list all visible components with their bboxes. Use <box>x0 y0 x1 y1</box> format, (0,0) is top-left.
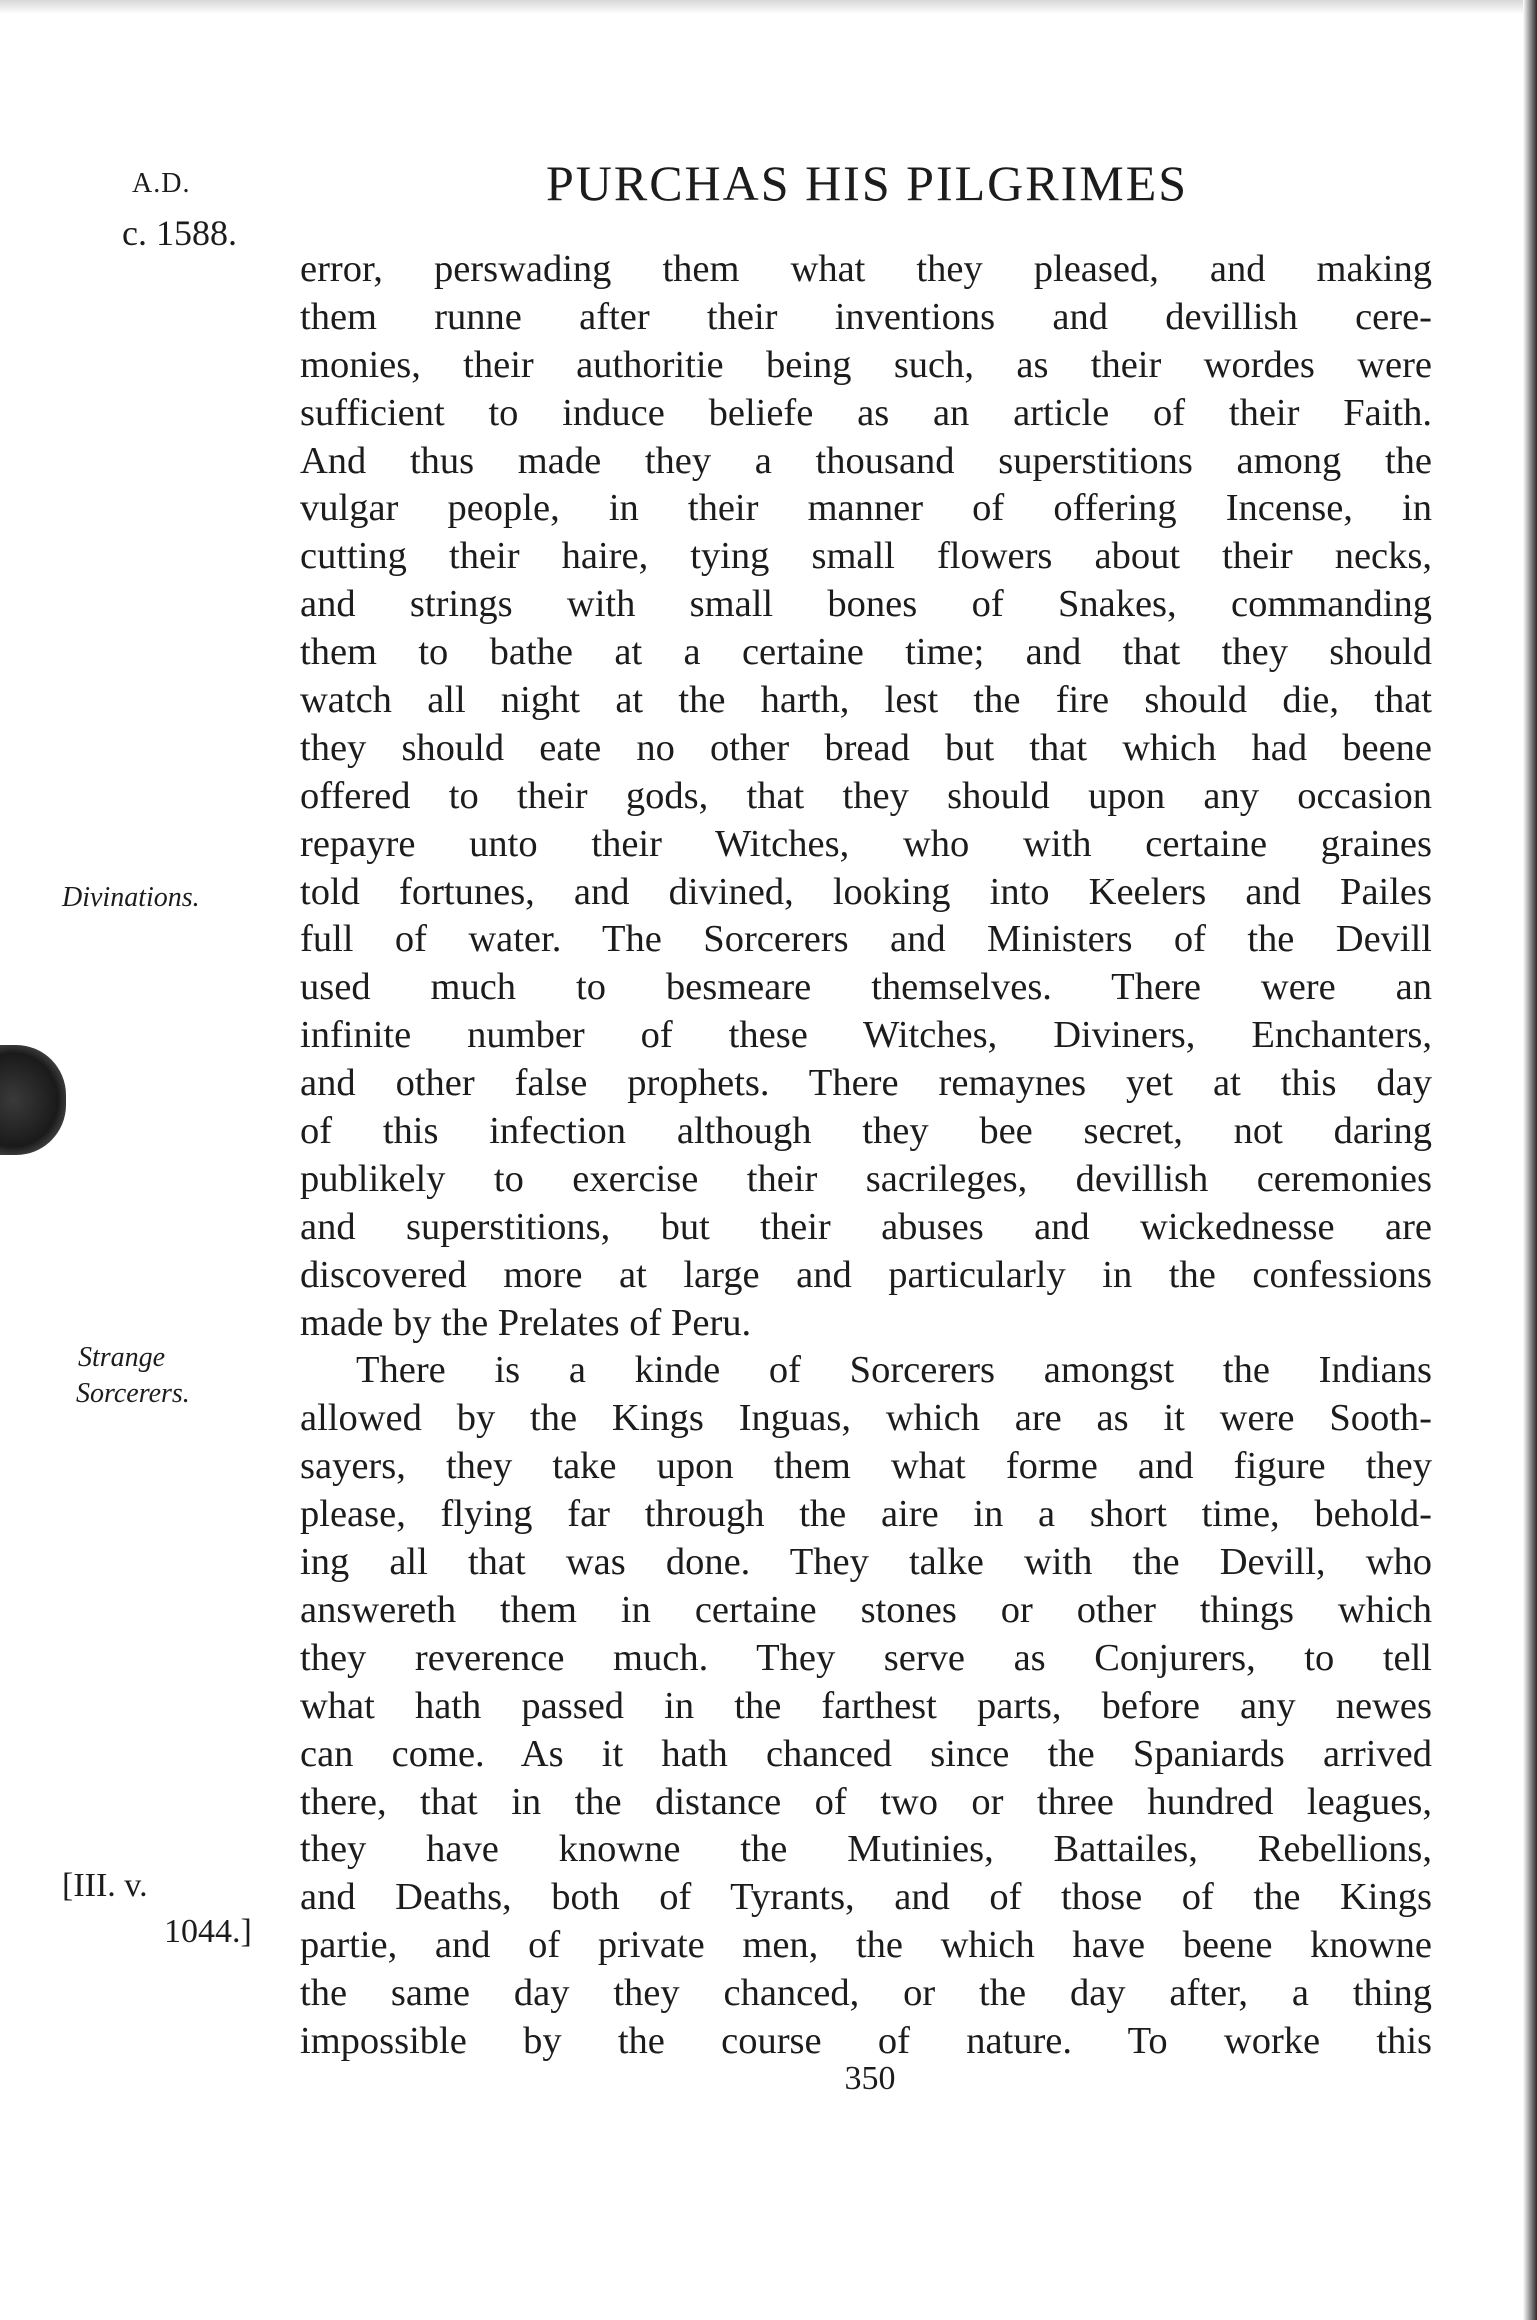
text-line: there, that in the distance of two or three hundred leagues, <box>300 1780 1432 1823</box>
margin-note-divinations: Divinations. <box>62 882 200 913</box>
margin-note-sorcerers: Sorcerers. <box>76 1378 190 1409</box>
body-text <box>300 246 1432 2066</box>
text-line: answereth them in certaine stones or other things which <box>300 1588 1432 1631</box>
text-line: watch all night at the harth, lest the fire should die, that <box>300 679 1432 722</box>
scanner-thumb-shadow <box>0 1045 66 1155</box>
text-line: partie, and of private men, the which have beene knowne <box>300 1924 1432 1967</box>
running-head: PURCHAS HIS PILGRIMES <box>545 155 1189 211</box>
page-right-binding-shadow <box>1523 0 1537 2320</box>
text-line: sayers, they take upon them what forme and figure they <box>300 1445 1432 1488</box>
text-line: they have knowne the Mutinies, Battailes, Rebellions, <box>300 1828 1432 1871</box>
text-line: and superstitions, but their abuses and wickednesse are <box>300 1205 1432 1248</box>
text-line: what hath passed in the farthest parts, before any newes <box>300 1684 1432 1727</box>
text-line: offered to their gods, that they should upon any occasion <box>300 774 1432 817</box>
text-line: them runne after their inventions and devillish cere- <box>300 295 1432 338</box>
text-line: cutting their haire, tying small flowers about their necks, <box>300 535 1432 578</box>
text-line: of this infection although they bee secret, not daring <box>300 1110 1432 1153</box>
text-line: full of water. The Sorcerers and Ministers of the Devill <box>300 918 1432 961</box>
text-line: used much to besmeare themselves. There were an <box>300 966 1432 1009</box>
text-line: and other false prophets. There remaynes yet at this day <box>300 1062 1432 1105</box>
text-line: and strings with small bones of Snakes, commanding <box>300 583 1432 626</box>
text-line: the same day they chanced, or the day after, a thing <box>300 1972 1432 2015</box>
text-line: sufficient to induce beliefe as an article of their Faith. <box>300 391 1432 434</box>
text-line: they should eate no other bread but that which had beene <box>300 726 1432 769</box>
page-top-shadow <box>0 0 1537 14</box>
text-line: discovered more at large and particularly in the confessions <box>300 1253 1432 1296</box>
text-line: infinite number of these Witches, Diviners, Enchanters, <box>300 1014 1432 1057</box>
text-line: And thus made they a thousand superstitions among the <box>300 439 1432 482</box>
margin-note-strange: Strange <box>78 1342 166 1373</box>
text-line: and Deaths, both of Tyrants, and of those of the Kings <box>300 1876 1432 1919</box>
text-line: publikely to exercise their sacrileges, devillish ceremonies <box>300 1157 1432 1200</box>
text-line: told fortunes, and divined, looking into Keelers and Pailes <box>300 870 1432 913</box>
text-line: them to bathe at a certaine time; and that they should <box>300 631 1432 674</box>
text-line: they reverence much. They serve as Conjurers, to tell <box>300 1636 1432 1679</box>
text-line: can come. As it hath chanced since the Spaniards arrived <box>300 1732 1432 1775</box>
text-line: please, flying far through the aire in a short time, behold- <box>300 1493 1432 1536</box>
volume-reference-line-2: 1044.] <box>164 1913 252 1950</box>
text-line: vulgar people, in their manner of offering Incense, in <box>300 487 1432 530</box>
text-line: made by the Prelates of Peru. <box>300 1301 752 1344</box>
text-line: allowed by the Kings Inguas, which are as it were Sooth- <box>300 1397 1432 1440</box>
anno-domini-label: A.D. <box>132 168 191 199</box>
text-line: ing all that was done. They talke with the Devill, who <box>300 1541 1432 1584</box>
text-line: monies, their authoritie being such, as their wordes were <box>300 343 1432 386</box>
text-line: impossible by the course of nature. To worke this <box>300 2019 1432 2062</box>
page-number: 350 <box>844 2060 896 2097</box>
text-line: There is a kinde of Sorcerers amongst the Indians <box>356 1349 1432 1392</box>
year-label: c. 1588. <box>122 213 237 253</box>
text-line: repayre unto their Witches, who with certaine graines <box>300 822 1432 865</box>
text-line: error, perswading them what they pleased, and making <box>300 248 1432 290</box>
volume-reference-line-1: [III. v. <box>62 1867 148 1904</box>
